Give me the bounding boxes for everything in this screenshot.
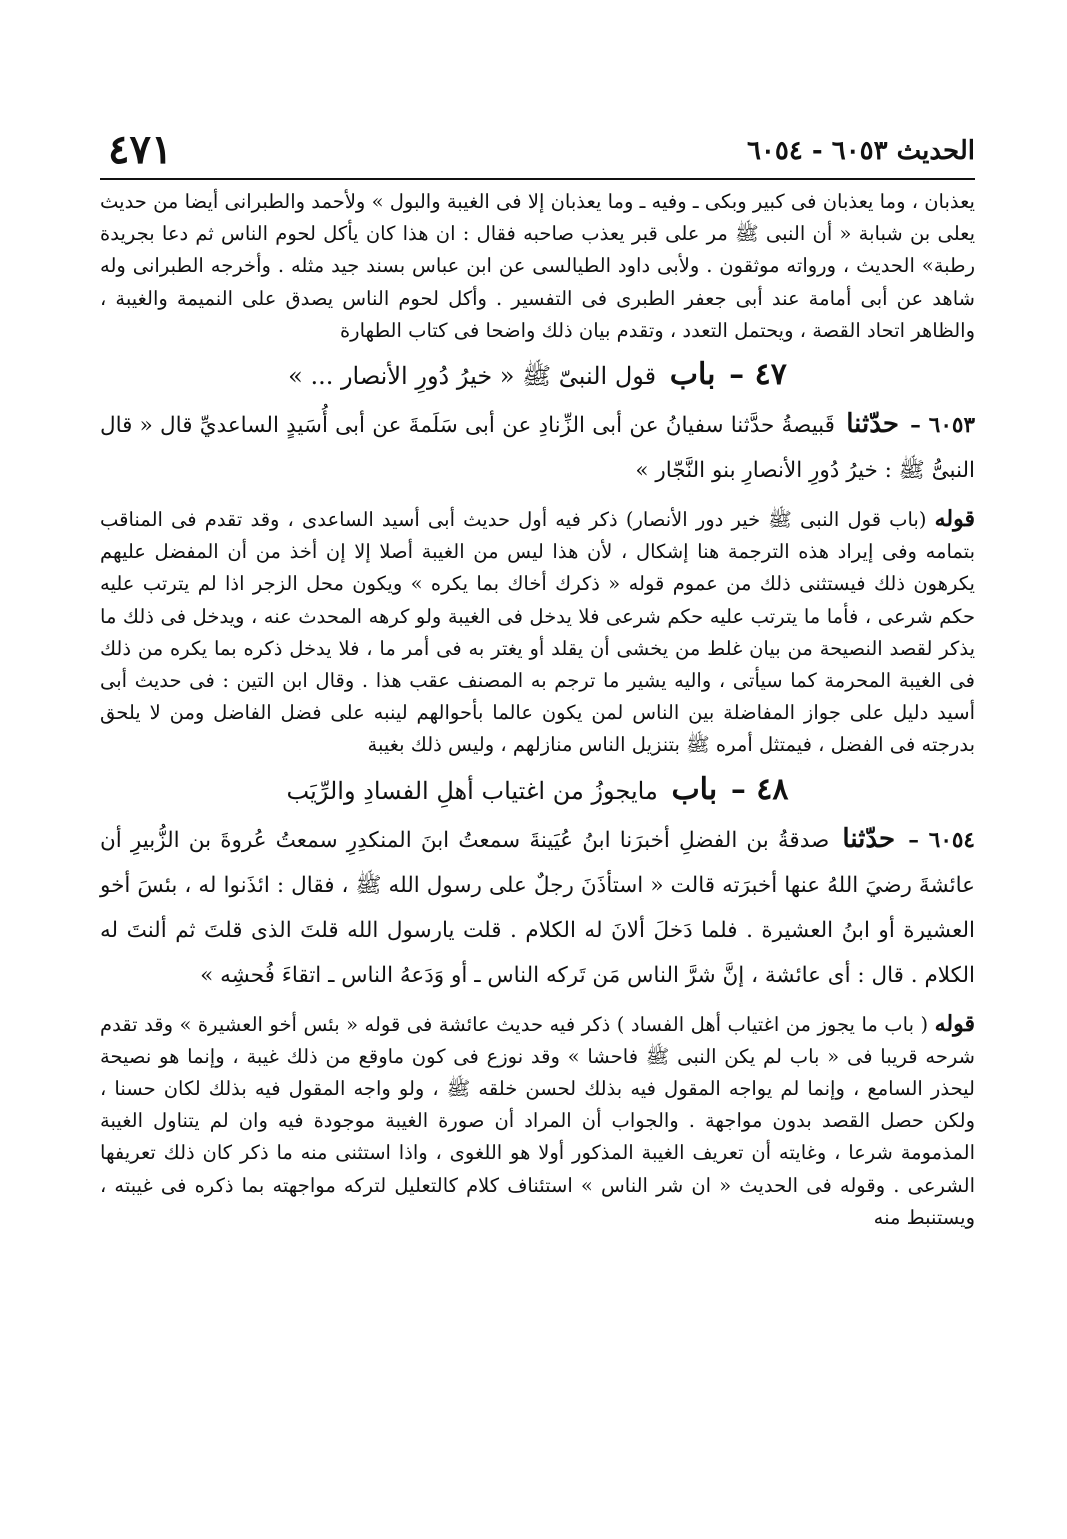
spacer	[100, 998, 975, 1008]
hadith-text: قَبيصةُ حدَّثنا سفيانُ عن أبى الزِّنادِ عن أبى سَلَمةَ عن أبى أُسَيدٍ الساعديِّ قال « قال النبىُّ ﷺ : خيرُ دُورِ الأنصارِ بنو النَّجّار »	[100, 413, 975, 484]
chapter-bab-word: باب	[669, 357, 716, 393]
commentary-lead-word: قوله	[934, 1010, 975, 1037]
commentary-lead-word: قوله	[934, 506, 975, 533]
hadith-number: ٦٠٥٤ –	[908, 827, 975, 853]
chapter-title: قول النبىّ ﷺ « خيرُ دُورِ الأنصار ... »	[288, 362, 657, 391]
haddatha-word: حدّثنا	[842, 823, 896, 854]
commentary-text: ( باب ما يجوز من اغتياب أهل الفساد ) ذكر فيه حديث عائشة فى قوله « بئس أخو العشيرة » وقد تقدم شرحه قريبا فى « باب لم يكن النبى ﷺ فاحشا » وقد نوزع فى كون ماوقع من ذلك غيبة ، وإنما هو نصيحة ليحذر السامع ، وإنما لم يواجه المقول فيه بذلك لحسن خلقه ﷺ ، ولو واجه المقول فيه بذلك لكان حسنا ، ولكن حصل القصد بدون مواجهة . والجواب أن المراد أن صورة الغيبة موجودة فيه وان لم يتناول الغيبة المذمومة شرعا ، وغايته أن تعريف الغيبة المذكور أولا هو اللغوى ، واذا استثنى منه ما ذكر كان ذلك تعريفها الشرعى . وقوله فى الحديث « ان شر الناس » استئناف كلام كالتعليل لتركه مواجهته بما ذكره فى غيبته ، ويستنبط منه	[100, 1012, 975, 1229]
header-title: الحديث ٦٠٥٣ - ٦٠٥٤	[746, 136, 975, 166]
chapter-heading-48	[100, 770, 975, 811]
hadith-6053	[100, 402, 975, 493]
chapter-bab-word: باب	[671, 771, 718, 807]
chapter-number: ٤٧ –	[729, 357, 787, 393]
hadith-number: ٦٠٥٣ –	[910, 413, 975, 439]
running-header	[100, 128, 975, 180]
haddatha-word: حدّثنا	[846, 409, 899, 440]
commentary-text: (باب قول النبى ﷺ خير دور الأنصار) ذكر فيه أول حديث أبى أسيد الساعدى ، وقد تقدم فى المناقب بتمامه وفى إيراد هذه الترجمة هنا إشكال ، لأن هذا ليس من الغيبة أصلا إلا إن أخذ من أن المفضل عليهم يكرهون ذلك فيستثنى ذلك من عموم قوله « ذكرك أخاك بما يكره » ويكون محل الزجر اذا لم يترتب عليه حكم شرعى ، فأما ما يترتب عليه حكم شرعى فلا يدخل فى الغيبة ولو كرهه المحدث عنه ، ويدخل فى ذلك ما يذكر لقصد النصيحة من بيان غلط من يخشى أن يقلد أو يغتر به فى أمر ما ، فلا يدخل ذكره بما يكره من ذلك فى الغيبة المحرمة كما سيأتى ، واليه يشير ما ترجم به المصنف عقب هذا . وقال ابن التين : فى حديث أبى أسيد دليل على جواز المفاضلة بين الناس لمن يكون عالما بأحوالهم لينبه على فضل الفاضل ومن لا يلحق بدرجته فى الفضل ، فيمتثل أمره ﷺ بتنزيل الناس منازلهم ، وليس ذلك بغيبة	[100, 508, 975, 757]
page-content	[100, 186, 975, 1234]
commentary-paragraph-48	[100, 1008, 975, 1234]
commentary-paragraph-continued: يعذبان ، وما يعذبان فى كبير وبكى ـ وفيه ـ وما يعذبان إلا فى الغيبة والبول » ولأحمد والطبرانى أيضا من حديث يعلى بن شبابة « أن النبى ﷺ مر على قبر يعذب صاحبه فقال : ان هذا كان يأكل لحوم الناس ثم دعا بجريدة رطبة» الحديث ، ورواته موثقون . ولأبى داود الطيالسى عن ابن عباس بسند جيد مثله . وأخرجه الطبرانى وله شاهد عن أبى أمامة عند أبى جعفر الطبرى فى التفسير . وأكل لحوم الناس يصدق على النميمة والغيبة ، والظاهر اتحاد القصة ، ويحتمل التعدد ، وتقدم بيان ذلك واضحا فى كتاب الطهارة	[100, 190, 975, 342]
hadith-text: صدقةُ بن الفضلِ أخبرَنا ابنُ عُيَينةَ سمعتُ ابنَ المنكدِرِ سمعتُ عُروةَ بن الزُّبيرِ أن عائشةَ رضيَ اللهُ عنها أخبرَته قالت « استأذَنَ رجلٌ على رسول الله ﷺ ، فقال : ائذَنوا له ، بئسَ أخو العشيرة أو ابنُ العشيرة . فلما دَخلَ ألانَ له الكلام . قلت يارسول الله قلتَ الذى قلتَ ثم ألنتَ له الكلام . قال : أى عائشة ، إنَّ شرَّ الناس مَن تَركه الناس ـ أو وَدَعهُ الناس ـ اتقاءَ فُحشِه »	[100, 827, 975, 988]
chapter-heading-47	[100, 355, 975, 396]
chapter-title: مايجوزُ من اغتياب أهلِ الفسادِ والرِّيَب	[286, 776, 658, 805]
page-number: ٤٧١	[108, 126, 173, 173]
spacer	[100, 493, 975, 503]
commentary-paragraph-47	[100, 503, 975, 762]
chapter-number: ٤٨ –	[730, 771, 789, 807]
hadith-6054	[100, 817, 975, 998]
